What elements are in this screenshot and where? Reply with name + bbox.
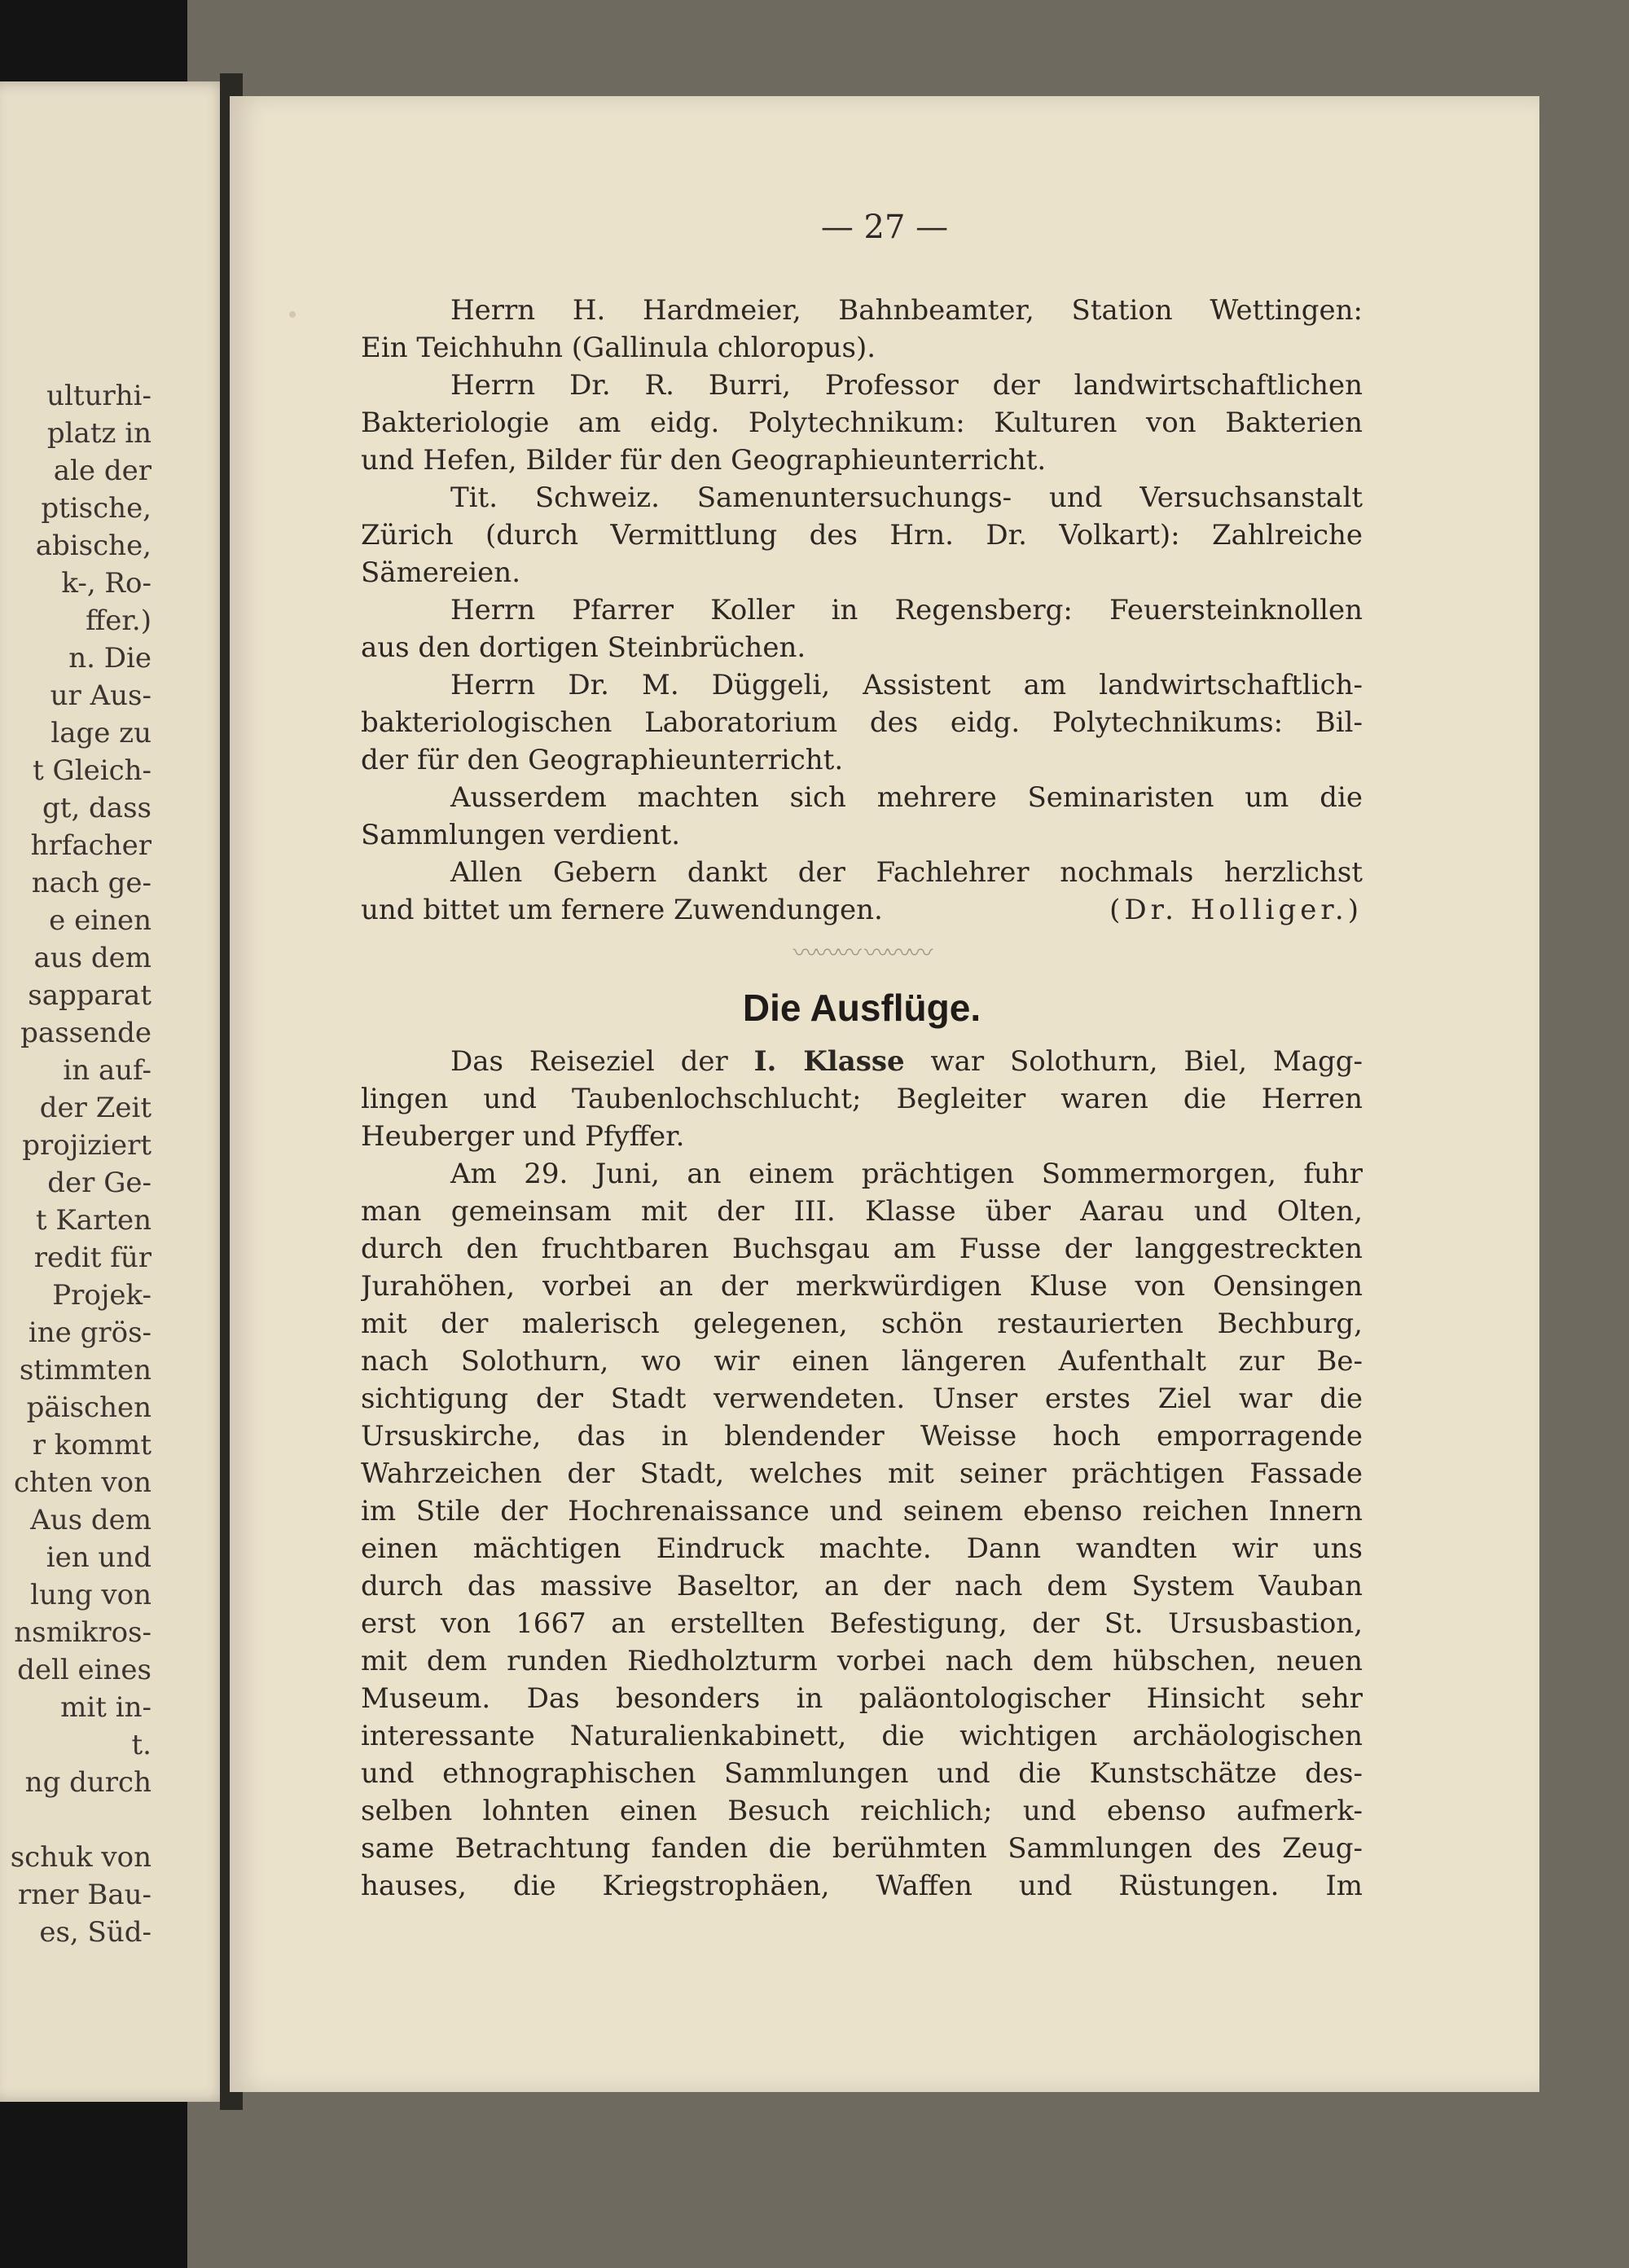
fragment-line: e einen xyxy=(49,904,151,937)
fragment-line: hrfacher xyxy=(30,829,151,862)
fragment-line: t Karten xyxy=(35,1204,151,1237)
text-line: und ethnographischen Sammlungen und die Kunstschätze des- xyxy=(361,1757,1363,1790)
right-page xyxy=(230,96,1539,2092)
text-line: Ein Teichhuhn (Gallinula chloropus). xyxy=(361,332,876,364)
text-line: Allen Gebern dankt der Fachlehrer nochmals herzlichst xyxy=(450,856,1363,889)
section-ornament: 〰〰〰 〰〰〰 xyxy=(793,939,931,968)
fragment-line: r kommt xyxy=(32,1429,151,1461)
fragment-line: dell eines xyxy=(17,1654,151,1686)
text-line: Tit. Schweiz. Samenuntersuchungs- und Versuchsanstalt xyxy=(450,481,1363,514)
section-heading: Die Ausflüge. xyxy=(742,987,981,1029)
fragment-line: ng durch xyxy=(24,1766,151,1799)
text-line: lingen und Taubenlochschlucht; Begleiter waren die Herren xyxy=(361,1083,1363,1115)
text-line: Herrn Dr. R. Burri, Professor der landwirtschaftlichen xyxy=(450,369,1363,402)
text-line: nach Solothurn, wo wir einen längeren Aufenthalt zur Be- xyxy=(361,1345,1363,1378)
text-line: aus den dortigen Steinbrüchen. xyxy=(361,631,806,664)
fragment-line: projiziert xyxy=(22,1129,151,1162)
text-line: Herrn H. Hardmeier, Bahnbeamter, Station Wettingen: xyxy=(450,294,1363,327)
text-line: Zürich (durch Vermittlung des Hrn. Dr. Volkart): Zahlreiche xyxy=(361,519,1363,552)
text-line: Jurahöhen, vorbei an der merkwürdigen Kluse von Oensingen xyxy=(361,1270,1363,1303)
text-line: im Stile der Hochrenaissance und seinem ebenso reichen Innern xyxy=(361,1495,1363,1527)
fragment-line: ur Aus- xyxy=(50,679,151,712)
text-line: sichtigung der Stadt verwendeten. Unser erstes Ziel war die xyxy=(361,1382,1363,1415)
fragment-line: päischen xyxy=(26,1391,151,1424)
fragment-line: schuk von xyxy=(10,1841,151,1874)
fragment-line: ine grös- xyxy=(28,1316,151,1349)
fragment-line: es, Süd- xyxy=(39,1916,151,1949)
text-line: durch den fruchtbaren Buchsgau am Fusse der langgestreckten xyxy=(361,1233,1363,1265)
fragment-line: n. Die xyxy=(68,642,151,675)
left-page-edge xyxy=(0,81,230,2102)
text-line: Heuberger und Pfyffer. xyxy=(361,1120,685,1153)
fragment-line: der Zeit xyxy=(39,1092,151,1124)
text-line: Herrn Dr. M. Düggeli, Assistent am landwirtschaftlich- xyxy=(450,669,1363,701)
text-run: Das Reiseziel der xyxy=(450,1045,754,1078)
text-line xyxy=(361,1043,1363,1080)
text-line: Sämereien. xyxy=(361,556,520,589)
fragment-line: sapparat xyxy=(28,979,151,1012)
paper-speck xyxy=(289,311,296,318)
text-line: einen mächtigen Eindruck machte. Dann wandten wir uns xyxy=(361,1532,1363,1565)
closing-text: und bittet um fernere Zuwendungen. xyxy=(361,894,883,926)
text-line: mit dem runden Riedholzturm vorbei nach dem hübschen, neuen xyxy=(361,1645,1363,1677)
text-line: durch das massive Baseltor, an der nach dem System Vauban xyxy=(361,1570,1363,1602)
text-line: Sammlungen verdient. xyxy=(361,819,681,851)
fragment-line: gt, dass xyxy=(42,792,151,824)
text-line: Wahrzeichen der Stadt, welches mit seiner prächtigen Fassade xyxy=(361,1457,1363,1490)
fragment-line: nach ge- xyxy=(31,867,151,899)
fragment-line: k-, Ro- xyxy=(61,567,151,600)
fragment-line: mit in- xyxy=(60,1691,151,1724)
text-line: erst von 1667 an erstellten Befestigung, der St. Ursusbastion, xyxy=(361,1607,1363,1640)
page-body xyxy=(361,292,1363,1905)
fragment-line: ptische, xyxy=(41,492,151,525)
fragment-line: lung von xyxy=(30,1579,151,1611)
text-line: Am 29. Juni, an einem prächtigen Sommermorgen, fuhr xyxy=(450,1158,1363,1190)
fragment-line: rner Bau- xyxy=(18,1879,151,1911)
fragment-line: ale der xyxy=(53,455,151,487)
text-line: Bakteriologie am eidg. Polytechnikum: Kulturen von Bakterien xyxy=(361,407,1363,439)
fragment-line: platz in xyxy=(46,417,151,450)
fragment-line: t Gleich- xyxy=(33,754,151,787)
text-line: man gemeinsam mit der III. Klasse über Aarau und Olten, xyxy=(361,1195,1363,1228)
fragment-line: Projek- xyxy=(52,1279,151,1312)
text-line: hauses, die Kriegstrophäen, Waffen und Rüstungen. Im xyxy=(361,1870,1363,1902)
text-line: und Hefen, Bilder für den Geographieunterricht. xyxy=(361,444,1047,477)
text-line: Herrn Pfarrer Koller in Regensberg: Feuersteinknollen xyxy=(450,594,1363,626)
page-number: — 27 — xyxy=(820,209,949,246)
fragment-line: stimmten xyxy=(19,1354,151,1387)
signature: (Dr. Holliger.) xyxy=(1109,894,1363,926)
fragment-line: t. xyxy=(131,1729,151,1761)
text-line: bakteriologischen Laboratorium des eidg. Polytechnikums: Bil- xyxy=(361,706,1363,739)
fragment-line: aus dem xyxy=(33,942,151,974)
text-line: Ausserdem machten sich mehrere Seminaristen um die xyxy=(450,781,1363,814)
fragment-line: passende xyxy=(20,1017,151,1049)
text-line: interessante Naturalienkabinett, die wichtigen archäologischen xyxy=(361,1720,1363,1752)
fragment-line: chten von xyxy=(13,1466,151,1499)
text-line: selben lohnten einen Besuch reichlich; und ebenso aufmerk- xyxy=(361,1795,1363,1827)
fragment-line: der Ge- xyxy=(47,1167,151,1199)
fragment-line: Aus dem xyxy=(30,1504,151,1536)
fragment-line: ien und xyxy=(46,1541,151,1574)
fragment-line: ulturhi- xyxy=(46,380,151,412)
fragment-line: nsmikros- xyxy=(14,1616,151,1649)
text-line: der für den Geographieunterricht. xyxy=(361,744,844,776)
text-line: mit der malerisch gelegenen, schön restaurierten Bechburg, xyxy=(361,1308,1363,1340)
text-line: Museum. Das besonders in paläontologischer Hinsicht sehr xyxy=(361,1682,1363,1715)
fragment-line: in auf- xyxy=(63,1054,151,1087)
fragment-line: redit für xyxy=(33,1242,151,1274)
closing-line xyxy=(361,891,1363,929)
left-page-text xyxy=(0,377,230,1951)
text-run: war Solothurn, Biel, Magg- xyxy=(904,1045,1363,1078)
fragment-line: abische, xyxy=(35,530,151,562)
fragment-line xyxy=(0,1801,230,1839)
fragment-line: lage zu xyxy=(50,717,151,749)
fragment-line: ffer.) xyxy=(86,604,151,637)
text-line: same Betrachtung fanden die berühmten Sammlungen des Zeug- xyxy=(361,1832,1363,1865)
class-name: I. Klasse xyxy=(753,1045,905,1078)
text-line: Ursuskirche, das in blendender Weisse hoch emporragende xyxy=(361,1420,1363,1453)
